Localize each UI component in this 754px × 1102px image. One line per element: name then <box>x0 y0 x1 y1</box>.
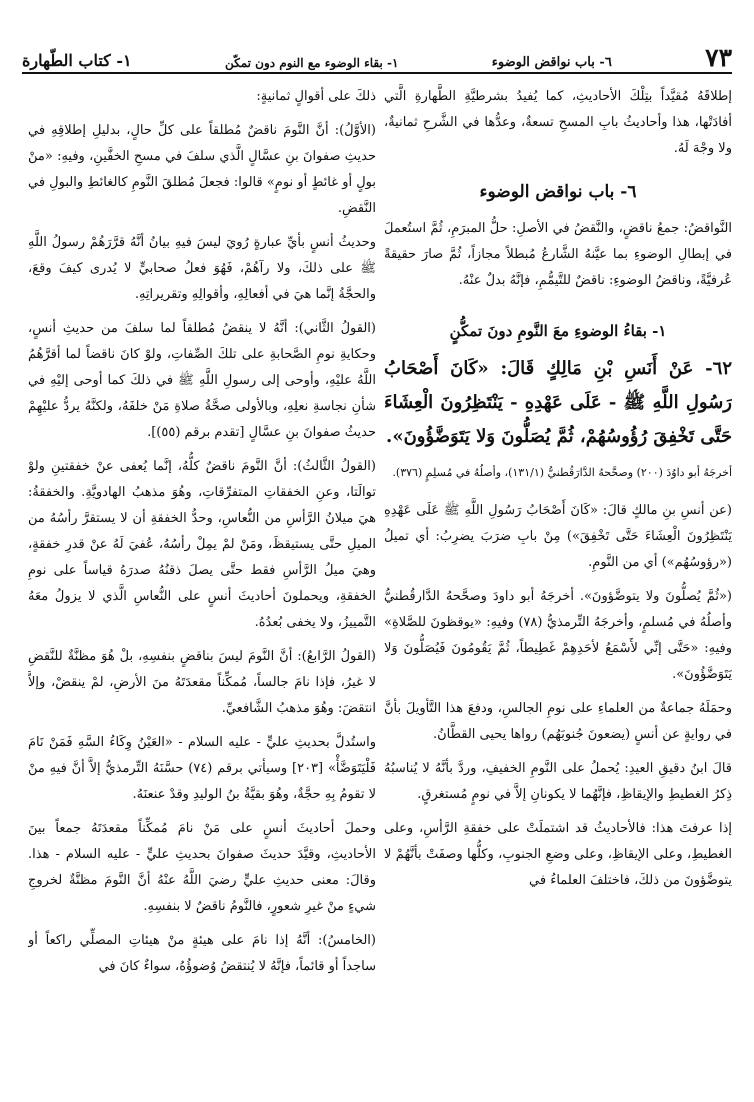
section-running-title: ١- بقاء الوضوء مع النوم دون تمكّن <box>224 56 399 70</box>
opinions-intro: ذلكَ على أقوالٍ ثمانيةٍ: <box>256 89 376 104</box>
opinion-paragraph: وحملَ أحاديثَ أنسٍ على مَنْ نامَ مُمكِّناً مقعدَتَهُ جمعاً بينَ الأحاديثِ، وقيَّدَ حديثَ صفوانَ بحديثِ عليٍّ - عليه السلام - هذا. وقالَ: معنى حديثِ عليٍّ رضيَ اللَّهُ عنْهُ أنَّ النَّومَ مظنَّةٌ لخروجِ شيءٍ منْ غيرِ شعورٍ، فالنَّومُ ناقضٌ لا بنفسِهِ. <box>28 821 376 914</box>
section-title: ١- بقاءُ الوضوءِ معَ النَّومِ دونَ تمكُّنٍ <box>449 322 667 340</box>
commentary-paragraph: وحمَلَهُ جماعةٌ من العلماءِ على نومِ الجالسِ، ودفعَ هذا التَّأويلَ بأنَّ في روايةٍ عن أنسٍ (يضعونَ جُنوبَهُم) رواها يحيى القطَّانُ. <box>384 701 732 742</box>
commentary-paragraph: (عن أنسِ بنِ مالكٍ قالَ: «كَانَ أَصْحَابُ رَسُولِ اللَّهِ ﷺ عَلَى عَهْدِهِ يَنْتَظِرُونَ الْعِشَاءَ حَتَّى تَخْفِقَ») مِنْ بابِ ضرَبَ يضرِبُ: أي تميلُ («رؤوسُهُم») أي من النَّومِ. <box>384 503 732 570</box>
hadith-takhrij: أخرجَهُ أبو داوُدَ (٢٠٠) وصحَّحهُ الدَّارَقُطنيُّ (١٣١/١)، وأصلُهُ في مُسلِمٍ (٣٧٦). <box>392 466 732 479</box>
commentary-paragraph: («ثُمَّ يُصلُّونَ ولا يتوضَّؤونَ». أخرجَهُ أبو داودَ وصحَّحهُ الدَّارقُطنيُّ وأصلُهُ في مُسلمٍ، وأخرجَهُ التِّرمذيُّ (٧٨) وفيهِ: «يوقظونَ للصَّلاةِ» وفيهِ: «حَتَّى إنِّي لأَسْمَعُ لأحَدِهِمْ غَطِيطاً، ثُمَّ يَقُومُونَ فَيُصَلُّونَ وَلا يَتَوَضَّؤُونَ». <box>384 589 732 682</box>
left-column <box>28 84 376 1072</box>
chapter-running-title: ٦- باب نواقض الوضوء <box>491 55 612 70</box>
commentary-paragraph: قالَ ابنُ دقيقِ العيدِ: يُحملُ على النَّومِ الخفيفِ، وردَّ بأنَّهُ لا يُناسبُهُ ذِكرُ الغطيطِ والإيقاظِ، فإنَّهُما لا يكونانِ إلاَّ في نومٍ مُستغرقٍ. <box>384 761 732 802</box>
intro-paragraph: إطلاقَهُ مُقيَّداً بتِلْكَ الأحاديثِ، كما يُفيدُ بشرطيَّةِ الطَّهارةِ الَّتي أفادَتْها، هذا وأحاديثُ بابِ المسحِ تسعةٌ، وعدُّها في الشَّرحِ ثمانيةٌ، ولا وجْهَ لَهُ. <box>384 89 732 156</box>
chapter-definition: النَّواقضُ: جمعُ ناقضٍ، والنَّقضُ في الأصلِ: حلُّ المبرَمِ، ثُمَّ استُعملَ في إبطالِ الوضوءِ بما عيَّنهُ الشَّارعُ مُبطلاً مجازاً، ثُمَّ صارَ حقيقةً عُرفيَّةً، وناقضُ الوضوءِ: ناقضٌ للتَّيمُّمِ، فإنَّهُ بدلٌ عنْهُ. <box>384 221 732 288</box>
opinion-paragraph: (الخامسُ): أنَّهُ إذا نامَ على هيئةٍ منْ هيئاتِ المصلِّي راكعاً أو ساجداً أو قائماً، فإنَّهُ لا يُنتقضُ وُضوؤُهُ، سواءٌ كانَ في <box>28 933 376 974</box>
right-column <box>384 84 732 1072</box>
opinion-paragraph: (القولُ الثَّالثُ): أنَّ النَّومَ ناقضٌ كلُّهُ، إنَّما يُعفى عنْ خفقتينِ ولوْ توالَتا، وعنِ الخفقاتِ المتفرِّقاتِ، وهُوَ مذهبُ الهادويَّةِ. والخفقةُ: هيَ ميلانُ الرَّأسِ من النُّعاسِ، وحدُّ الخفقةِ أن لا يستقرَّ رأسُهُ من الميلِ حتَّى يستيقظَ، ومَنْ لمْ يمِلْ رأسُهُ، عُفيَ لَهُ عنْ قدرِ خفقةٍ، وهيَ ميلُ الرَّأسِ فقط حتَّى يصلَ ذقنُهُ صدرَهُ قياساً على نومِ الخفقةِ، ويحملونَ أحاديثَ أنسٍ على النُّعاسِ الَّذي لا يزولُ معَهُ التَّمييزُ، ولا يخفى بُعدُهُ. <box>28 459 376 630</box>
hadith-text: ٦٢- عَنْ أَنَسِ بْنِ مَالِكٍ قَالَ: «كَانَ أَصْحَابُ رَسُولِ اللَّهِ ﷺ - عَلَى عَهْدِهِ - يَنْتَظِرُونَ الْعِشَاءَ حَتَّى تَخْفِقَ رُؤُوسُهُمْ، ثُمَّ يُصَلُّونَ وَلا يَتَوَضَّؤُونَ». <box>384 358 732 447</box>
page-header <box>22 40 732 70</box>
opinion-paragraph: واستُدلَّ بحديثِ عليٍّ - عليه السلام - «العَيْنُ وِكَاءُ السَّهِ فَمَنْ نَامَ فَلْيَتَوَضَّأْ» [٢٠٣] وسيأتي برقم (٧٤) حسَّنَهُ التِّرمذيُّ إلاَّ أنَّ فيهِ منْ لا تقومُ بِهِ حجَّةٌ، وهُوَ بقيَّةُ بنُ الوليدِ وقدْ عنعنَهُ. <box>28 735 376 802</box>
opinion-paragraph: وحديثُ أنسٍ بأيِّ عبارةٍ رُويَ ليسَ فيهِ بيانُ أنَّهُ قرَّرَهُمْ رسولُ اللَّهِ ﷺ على ذلكَ، ولا رآهُمْ، فَهُوَ فعلُ صحابيٍّ لا يُدرى كيفَ وقعَ، والحجَّةُ إنَّما هيَ في أفعالِهِ، وأقوالِهِ وتقريراتِهِ. <box>28 235 376 302</box>
page-number: ٧٣ <box>705 43 732 72</box>
opinion-paragraph: (القولُ الرَّابعُ): أنَّ النَّومَ ليسَ بناقضٍ بنفسِهِ، بلْ هُوَ مظنَّةٌ للنَّقضِ لا غيرُ، فإذا نامَ جالساً، مُمكِّناً مقعدَتَهُ منَ الأرضِ، لمْ ينقضْ، وإلاَّ انتقضَ: وهُوَ مذهبُ الشَّافعيِّ. <box>28 649 376 716</box>
opinion-paragraph: (القولُ الثَّاني): أنَّهُ لا ينقضُ مُطلقاً لما سلفَ من حديثِ أنسٍ، وحكايةِ نومِ الصَّحابةِ على تلكَ الصِّفاتِ، ولوْ كانَ ناقضاً لما أقرَّهُمُ اللَّهُ عليْهِ، وأوحى إلى رسولِ اللَّهِ ﷺ في ذلكَ كما أوحى إليْهِ في شأنِ نجاسةِ نعلِهِ، وبالأولى صحَّةُ صلاةِ مَنْ خلفَهُ، ولكنَّهُ يردُّ عليْهِمْ حديثُ صفوانَ بنِ عسَّالٍ [تقدم برقم (٥٥)]. <box>28 321 376 440</box>
chapter-title: ٦- باب نواقض الوضوء <box>479 182 637 202</box>
header-divider <box>22 72 732 74</box>
opinion-paragraph: (الأوَّلُ): أنَّ النَّومَ ناقضٌ مُطلقاً على كلِّ حالٍ، بدليلِ إطلاقِهِ في حديثِ صفوانَ بنِ عسَّالٍ الَّذي سلفَ في مسحِ الخفَّينِ، وفيهِ: «منْ بولٍ أو غائطٍ أو نومٍ» قالوا: فجعلَ مُطلقَ النَّومِ كالغائطِ والبولِ في النَّقضِ. <box>28 123 376 216</box>
commentary-paragraph: إذا عرفتَ هذا: فالأحاديثُ قد اشتملَتْ على خفقةِ الرَّأسِ، وعلى الغطيطِ، وعلى الإيقاظِ، وعلى وضعِ الجنوبِ، وكلُّها وصفَتْ بأنَّهُمْ لا يتوضَّؤونَ من ذلكَ، فاختلفَ العلماءُ في <box>384 821 732 888</box>
book-running-title: ١- كتاب الطّهارة <box>22 51 132 70</box>
